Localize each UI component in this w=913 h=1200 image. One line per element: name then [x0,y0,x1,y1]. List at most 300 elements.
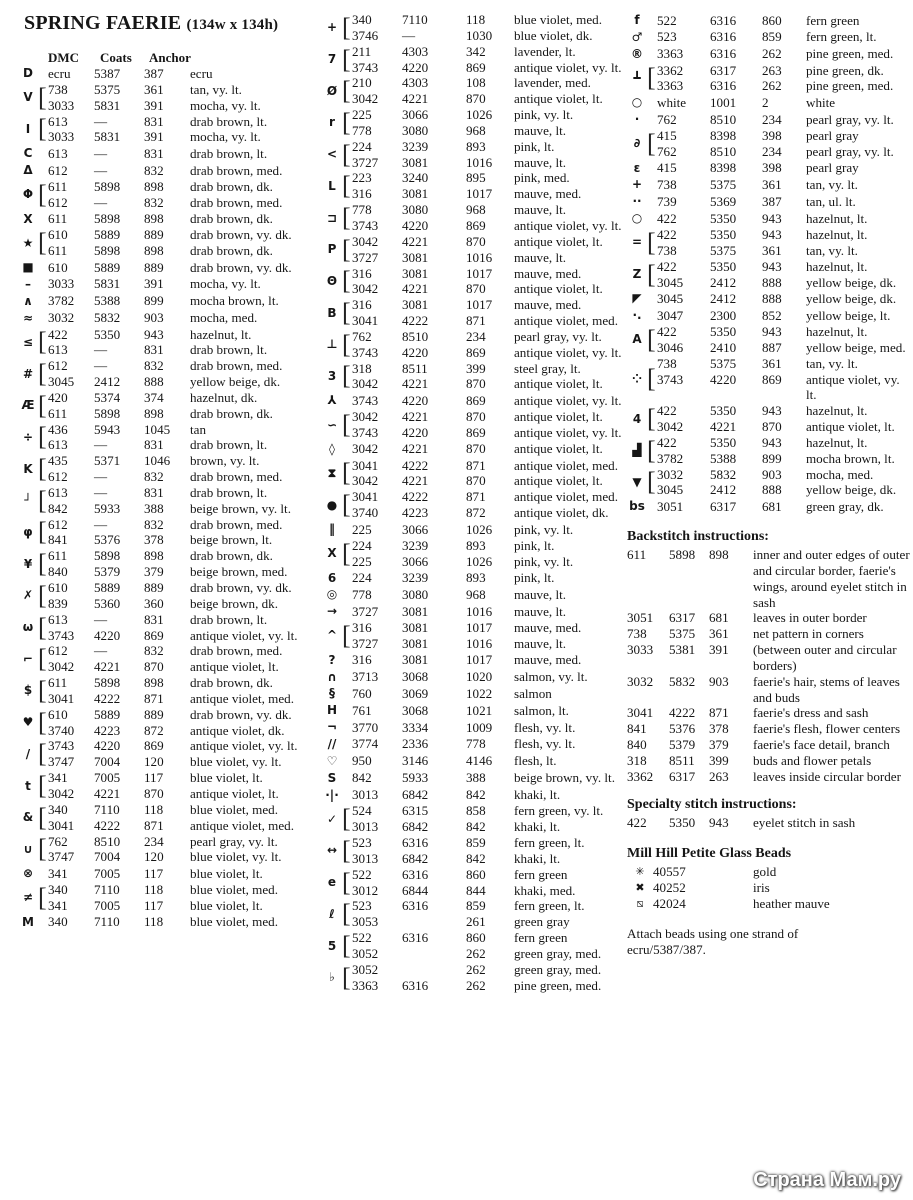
dmc-number: 3013 [352,787,379,802]
backstitch-anchor: 391 [709,642,729,658]
bracket-mark: [ [647,324,656,354]
color-name: fern green [806,12,860,28]
coats-number: 3240 [402,170,429,186]
dmc-number: 610 [48,706,68,722]
key-row [352,186,622,202]
dmc-number: 3743 [352,217,379,233]
backstitch-dmc: 3032 [627,673,654,689]
key-row [48,564,324,580]
key-symbol: 3 [327,368,337,383]
key-row [657,419,911,435]
key-symbol: # [22,366,34,381]
color-name: fern green, vy. lt. [514,803,604,819]
anchor-number: 872 [466,505,486,521]
key-row [352,946,622,962]
coats-number: 2412 [710,290,737,306]
title-size: (134w x 134h) [186,17,279,33]
key-entry [627,403,911,435]
dmc-number: 3362 [657,62,684,78]
beads-note: Attach beads using one strand of ecru/5387/387. [627,925,799,957]
anchor-number: 4146 [466,753,493,769]
dmc-number: 611 [48,211,68,227]
coats-number: 3069 [402,685,429,701]
color-name: antique violet, lt. [514,281,603,297]
anchor-number: 889 [144,259,164,275]
bracket-mark: [ [342,835,351,865]
key-entry [18,114,324,146]
key-symbol: ⊗ [22,866,34,881]
coats-number: 3146 [402,753,429,769]
key-row [657,63,911,79]
bracket-mark: [ [342,139,351,169]
backstitch-desc: faerie's dress and sash [753,705,869,721]
color-name: mocha brown, lt. [190,293,279,309]
key-rows [48,802,324,834]
key-symbol: 4 [632,411,642,426]
color-name: drab brown, lt. [190,611,268,627]
coats-number: 3068 [402,702,429,718]
anchor-number: 117 [144,897,164,913]
bead-color: gold [753,864,777,880]
key-symbol: B [327,305,337,320]
color-name: drab brown, lt. [190,437,268,453]
coats-number: 5831 [94,97,121,113]
key-symbol: ○ [631,211,643,226]
anchor-number: 893 [466,138,486,154]
key-row [352,425,622,441]
backstitch-item [627,753,911,769]
dmc-number: 612 [48,516,68,532]
bracket-mark: [ [38,644,47,674]
dmc-number: 3770 [352,719,379,735]
color-name: flesh, vy. lt. [514,719,576,735]
color-name: ecru [190,65,213,81]
color-name: antique violet, med. [190,690,294,706]
coats-number: 3080 [402,202,429,218]
key-row [352,170,622,186]
dmc-number: 210 [352,75,372,91]
coats-number: 6316 [402,977,429,993]
color-name: antique violet, lt. [514,409,603,425]
anchor-number: 869 [466,424,486,440]
dmc-number: 3042 [352,281,379,297]
dmc-number: 3743 [352,424,379,440]
dmc-number: 778 [352,586,372,602]
dmc-number: 340 [352,12,372,27]
key-symbol: ◎ [326,587,338,602]
key-row [657,403,911,419]
dmc-number: 422 [657,324,677,340]
page-title [24,12,278,35]
beads-list [627,864,911,912]
key-symbol: H [326,703,338,718]
dmc-number: 3774 [352,736,379,752]
key-row [352,376,622,392]
key-entry [322,736,622,753]
backstitch-anchor: 379 [709,737,729,753]
key-row [352,930,622,946]
key-row [48,163,324,179]
key-entry [322,170,622,202]
backstitch-numbers [627,674,753,706]
coats-number: 5898 [94,178,121,194]
key-rows [352,458,622,490]
dmc-number: 3740 [352,505,379,521]
dmc-number: 3042 [352,91,379,107]
dmc-number: ecru [48,65,71,81]
color-name: drab brown, dk. [190,675,273,691]
dmc-number: 760 [352,685,372,701]
dmc-number: 841 [48,532,68,548]
dmc-number: 422 [657,403,677,419]
key-rows [48,327,324,359]
color-name: antique violet, lt. [190,659,279,675]
coats-number: 6316 [402,835,429,851]
key-rows [352,770,622,786]
key-entry [18,422,324,454]
key-row [657,227,911,243]
key-row [352,835,622,851]
key-rows [48,643,324,675]
color-name: fern green [514,930,568,946]
bead-color: heather mauve [753,895,830,911]
coats-number: 5350 [710,210,737,226]
color-name: antique violet, lt. [514,441,603,457]
key-row [352,393,622,409]
key-row [48,849,324,865]
coats-number: 4220 [94,627,121,643]
coats-number: 4220 [402,392,429,408]
bracket-mark: [ [342,12,351,42]
anchor-number: 943 [762,210,782,226]
backstitch-thread [627,753,753,769]
anchor-number: 870 [144,785,164,801]
backstitch-thread [627,674,753,690]
backstitch-coats: 4222 [669,705,696,721]
backstitch-anchor: 263 [709,768,729,784]
key-symbol: ★ [22,235,34,250]
key-row [48,98,324,114]
key-rows [352,787,622,803]
key-entry [322,44,622,76]
coats-number: 6844 [402,882,429,898]
key-rows [657,46,911,62]
anchor-number: 263 [762,62,782,78]
anchor-number: 871 [144,690,164,706]
color-name: white [806,94,836,110]
key-rows [657,259,911,291]
key-row [657,194,911,210]
key-column-3 [627,12,911,957]
key-row [48,390,324,406]
color-name: hazelnut, lt. [806,324,868,340]
key-rows [352,409,622,441]
anchor-number: 869 [466,217,486,233]
backstitch-desc: net pattern in corners (between outer and circular borders) [753,626,897,673]
dmc-number: 762 [48,833,68,849]
color-name: antique violet, med. [190,817,294,833]
anchor-number: 1016 [466,154,493,170]
anchor-number: 1016 [466,603,493,619]
key-row [48,146,324,162]
key-row [352,345,622,361]
anchor-number: 398 [762,160,782,176]
backstitch-coats: 5381 [669,642,696,658]
key-rows [352,753,622,769]
coats-number: 2412 [710,274,737,290]
dmc-number: 612 [48,643,68,659]
dmc-number: 3041 [48,690,75,706]
color-name: drab brown, lt. [190,113,268,129]
bracket-mark: [ [342,76,351,106]
key-row [352,155,622,171]
anchor-number: 361 [762,242,782,258]
bracket-mark: [ [647,467,656,497]
dmc-number: 738 [657,242,677,258]
dmc-number: 762 [657,143,677,159]
key-rows [352,898,622,930]
color-name: mauve, lt. [514,202,566,218]
dmc-number: 422 [657,258,677,274]
key-symbol: ÷ [22,429,34,444]
color-name: blue violet, med. [190,914,278,930]
key-rows [657,435,911,467]
coats-number: 8510 [402,328,429,344]
bracket-mark: [ [342,107,351,137]
dmc-number: 316 [352,265,372,281]
color-name: antique violet, vy. lt. [190,738,298,754]
coats-number: 3239 [402,570,429,586]
coats-number: 5943 [94,421,121,437]
specialty-item [627,815,911,831]
key-row [48,310,324,326]
color-name: mauve, lt. [514,603,566,619]
backstitch-item [627,769,911,785]
color-name: antique violet, vy. lt. [514,59,622,75]
anchor-number: 887 [762,339,782,355]
key-symbol: ♥ [22,715,34,730]
coats-number: 6316 [402,930,429,946]
key-row [48,327,324,343]
key-entry [322,266,622,298]
key-symbol: · [634,112,640,127]
dmc-number: 3743 [352,59,379,75]
key-rows [48,882,324,914]
backstitch-desc: buds and flower petals [753,752,872,768]
anchor-number: 895 [466,170,486,186]
backstitch-coats: 8511 [669,752,695,768]
dmc-number: 842 [48,500,68,516]
anchor-number: 943 [762,434,782,450]
bracket-mark: [ [647,404,656,434]
backstitch-thread [627,705,753,721]
header-anchor: Anchor [149,50,191,65]
anchor-number: 361 [144,81,164,97]
dmc-number: 3041 [352,457,379,473]
anchor-number: 898 [144,178,164,194]
coats-number: 4222 [402,457,429,473]
key-row [352,12,622,28]
bracket-mark: [ [38,707,47,737]
anchor-number: 262 [466,977,486,993]
key-rows [48,770,324,802]
key-rows [48,146,324,162]
color-name: brown, vy. lt. [190,453,260,469]
key-row [48,211,324,227]
key-rows [48,179,324,211]
color-name: khaki, lt. [514,819,561,835]
key-entry [627,210,911,227]
bead-symbol-icon: ⧅ [636,896,644,910]
dmc-number: 3740 [48,722,75,738]
key-symbol: ♡ [326,753,338,768]
key-row [352,297,622,313]
color-name: steel gray, lt. [514,360,581,376]
dmc-number: 3743 [657,371,684,387]
anchor-number: 391 [144,129,164,145]
color-name: blue violet, lt. [190,897,263,913]
key-rows [352,234,622,266]
anchor-number: 118 [466,12,486,27]
dmc-number: 842 [352,770,372,786]
dmc-number: 224 [352,537,372,553]
dmc-number: 3041 [352,489,379,505]
color-name: yellow beige, dk. [190,374,281,390]
key-row [657,451,911,467]
anchor-number: 832 [144,194,164,210]
coats-number: 5898 [94,405,121,421]
key-row [48,195,324,211]
anchor-number: 870 [466,441,486,457]
dmc-number: 613 [48,484,68,500]
key-row [657,177,911,193]
color-name: antique violet, med. [514,489,618,505]
key-row [352,962,622,978]
key-entry [18,390,324,422]
key-symbol: ∩ [327,669,337,684]
backstitch-dmc: 841 [627,721,647,737]
dmc-number: 524 [352,803,372,819]
key-rows [657,177,911,193]
coats-number: 3239 [402,537,429,553]
title-main: SPRING FAERIE [24,12,182,34]
color-name: salmon, vy. lt. [514,669,588,685]
dmc-number: 3363 [657,46,684,62]
key-entry [627,111,911,128]
dmc-number: 613 [48,145,68,161]
key-rows [352,835,622,867]
key-symbol: Δ [23,163,33,178]
backstitch-numbers [627,737,753,753]
color-name: pearl gray, vy. lt. [514,328,602,344]
key-entry [18,310,324,327]
key-row [352,441,622,457]
anchor-number: 831 [144,484,164,500]
anchor-number: 968 [466,122,486,138]
anchor-number: 860 [466,930,486,946]
key-row [48,453,324,469]
color-name: drab brown, dk. [190,405,273,421]
coats-number: 5898 [94,675,121,691]
coats-number: 8510 [710,111,737,127]
key-row [657,211,911,227]
key-row [352,458,622,474]
anchor-number: 361 [762,355,782,371]
color-name: drab brown, vy. dk. [190,706,292,722]
key-rows [657,13,911,29]
anchor-number: 859 [466,835,486,851]
color-name: tan, vy. lt. [806,242,858,258]
color-name: antique violet, lt. [514,376,603,392]
backstitch-numbers [627,721,753,737]
dmc-number: 3032 [48,310,75,326]
color-name: tan, vy. lt. [806,355,858,371]
key-entry [322,392,622,409]
key-rows [657,112,911,128]
backstitch-dmc: 738 [627,626,647,642]
key-entry [627,160,911,177]
key-entry [627,46,911,63]
coats-number: 2336 [402,736,429,752]
key-entry [322,234,622,266]
dmc-number: 839 [48,595,68,611]
anchor-number: 888 [762,274,782,290]
color-name: blue violet, lt. [190,865,263,881]
coats-number: 4303 [402,43,429,59]
coats-number: 3066 [402,107,429,123]
dmc-number: 950 [352,753,372,769]
color-name: drab brown, vy. dk. [190,259,292,275]
coats-number: 5350 [710,403,737,419]
key-rows [352,686,622,702]
key-row [352,28,622,44]
key-entry [322,12,622,44]
dmc-number: 422 [657,210,677,226]
bracket-mark: [ [342,44,351,74]
dmc-number: 3743 [352,392,379,408]
key-symbol: ¬ [326,720,338,735]
dmc-number: 522 [352,930,372,946]
backstitch-desc: leaves inside circular border [753,768,901,784]
backstitch-anchor: 399 [709,752,729,768]
bracket-mark: [ [38,770,47,800]
dmc-number: 3042 [657,419,684,435]
key-row [352,107,622,123]
bracket-mark: [ [38,549,47,579]
key-rows [352,962,622,994]
coats-number: 5898 [94,211,121,227]
dmc-number: 3047 [657,307,684,323]
dmc-number: 3727 [352,249,379,265]
anchor-number: 831 [144,437,164,453]
coats-number: 3081 [402,249,429,265]
key-entry [18,643,324,675]
key-row [352,570,622,586]
backstitch-numbers [627,547,753,610]
key-entry [18,211,324,228]
dmc-number: 316 [352,620,372,636]
anchor-number: 1020 [466,669,493,685]
coats-number: 4221 [402,409,429,425]
key-rows [352,107,622,139]
anchor-number: 859 [762,29,782,45]
anchor-number: 1009 [466,719,493,735]
key-entry [18,770,324,802]
backstitch-coats: 5375 [669,626,696,642]
anchor-number: 399 [466,360,486,376]
dmc-number: 611 [48,675,68,691]
anchor-number: 943 [762,258,782,274]
